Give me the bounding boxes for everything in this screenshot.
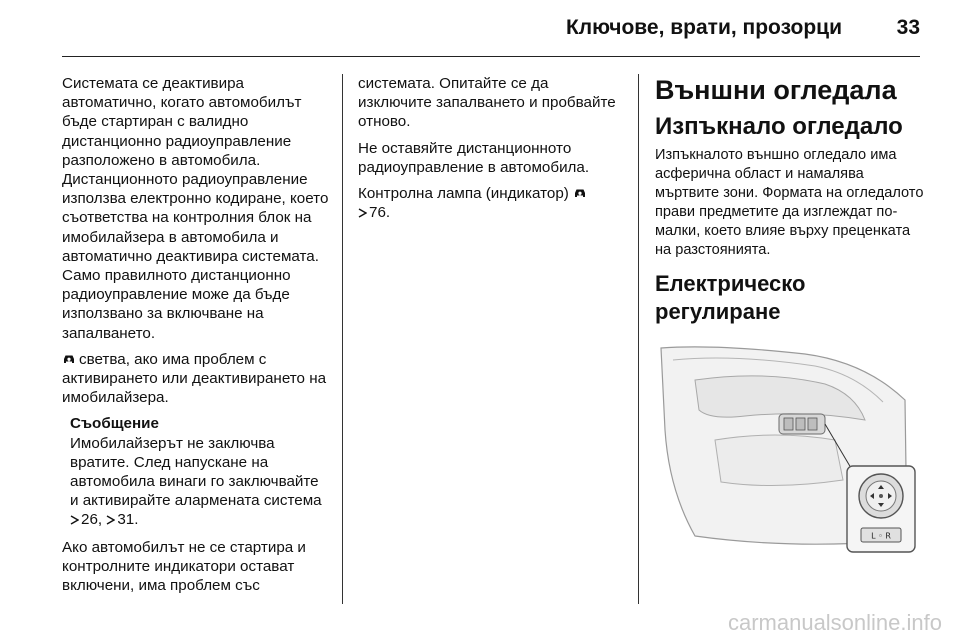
note-heading: Съобщение (70, 415, 159, 433)
column-divider-1 (342, 74, 343, 604)
subheading-electric-adjustment: Електрическо регулиране (655, 271, 806, 324)
page-reference-arrow-icon (106, 515, 115, 525)
watermark: carmanualsonline.info (727, 610, 942, 635)
page-reference-arrow-icon (70, 515, 79, 525)
header-rule (62, 56, 920, 57)
paragraph-immobilizer-deactivation: Системата се деактивира автоматично, когато автомобилът бъде стартиран с валидно дистанционно радиоуправление разположено в автомобила. Дистанционното радиоуправление използва електронно кодиране, което съответства на контролния блок на имобилайзера в автомобила и автоматично деактивира системата. Само правилното дистанционно радиоуправление може да бъде използвано за включване на запалването. (62, 75, 329, 342)
note-box (70, 414, 330, 529)
note-ref-26[interactable]: 26, (81, 511, 103, 529)
indicator-ref-76[interactable]: 76. (369, 204, 391, 222)
door-mirror-control-illustration (655, 340, 919, 556)
section-heading-exterior-mirrors: Външни огледала (655, 75, 897, 105)
mirror-selector-switch-label: L ◦ R (871, 531, 891, 541)
column-2 (358, 74, 620, 229)
paragraph-engine-not-starting: Ако автомобилът не се стартира и контролните индикатори остават включени, има проблем със (62, 538, 306, 595)
header-title: Ключове, врати, прозорци (565, 16, 842, 39)
note-text: Имобилайзерът не заключва вратите. След напускане на автомобила винаги го заключвайте и активирайте алармената система (70, 434, 322, 510)
page-reference-arrow-icon (358, 208, 367, 218)
immobilizer-car-key-icon (573, 187, 587, 199)
indicator-lamp-text: Контролна лампа (индикатор) (358, 185, 569, 203)
page-number: 33 (896, 16, 920, 39)
paragraph-retry-ignition: системата. Опитайте се да изключите запалването и пробвайте отново. (358, 75, 616, 131)
note-ref-31[interactable]: 31. (117, 511, 139, 529)
paragraph-convex-mirror: Изпъкналото външно огледало има асферична област и намалява мъртвите зони. Формата на огледалото прави предметите да изглеждат по-малки, което влияе върху преценката на разстоянията. (655, 147, 924, 258)
note-body (70, 434, 330, 530)
indicator-problem-text: светва, ако има проблем с активирането или деактивирането на имобилайзера. (62, 350, 327, 407)
paragraph-leave-remote: Не оставяйте дистанционното радиоуправление в автомобила. (358, 139, 590, 176)
subheading-convex-mirror: Изпъкнало огледало (655, 113, 903, 140)
paragraph-indicator-problem (62, 350, 330, 408)
immobilizer-car-key-icon (62, 353, 76, 365)
column-divider-2 (638, 74, 639, 604)
column-3 (655, 74, 927, 561)
paragraph-indicator-lamp (358, 184, 620, 222)
column-1 (62, 74, 330, 602)
